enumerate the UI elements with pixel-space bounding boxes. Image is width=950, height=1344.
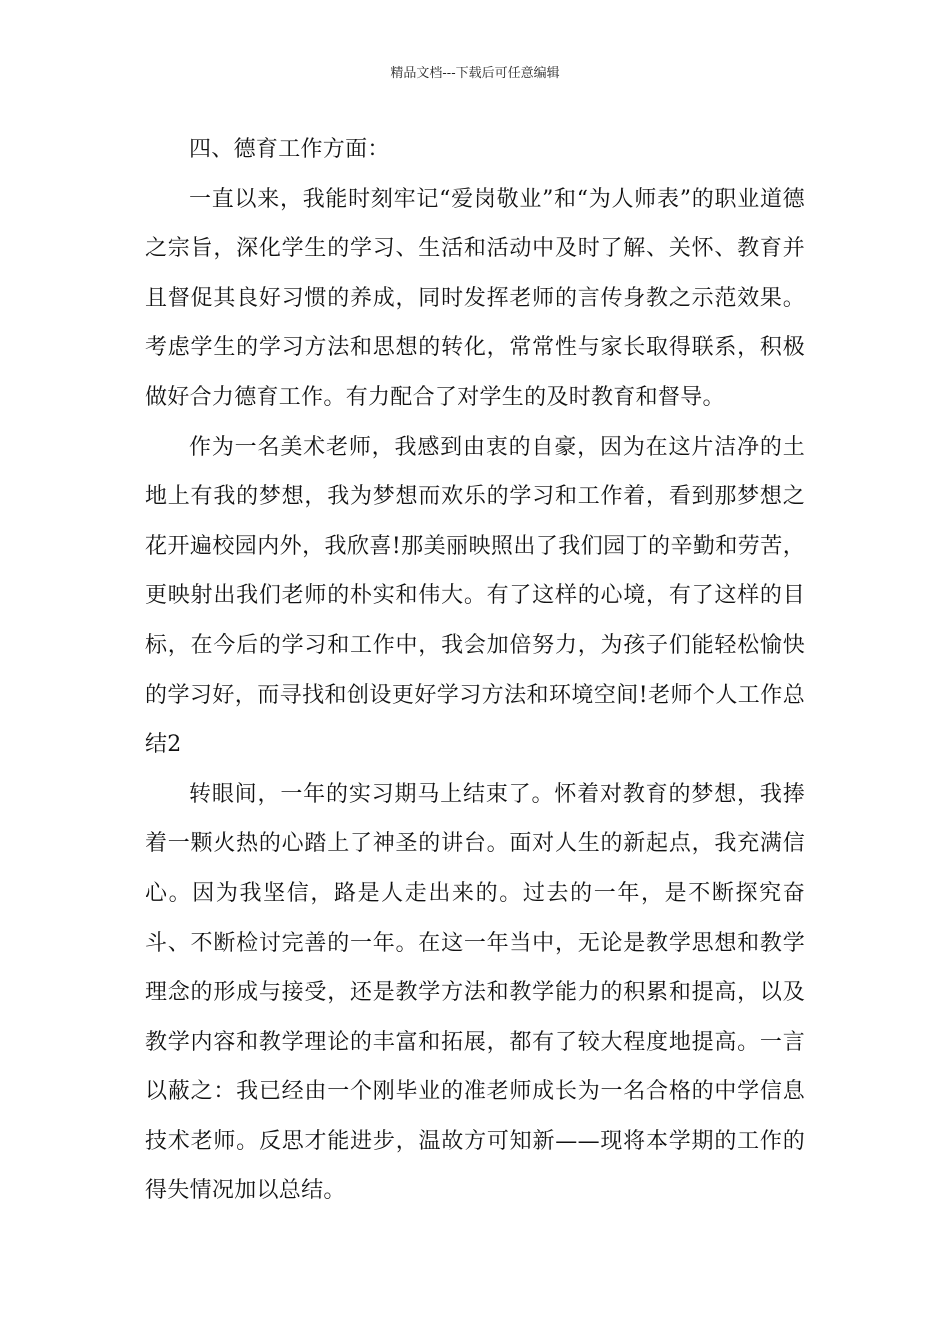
paragraph-art-teacher: 作为一名美术老师，我感到由衷的自豪，因为在这片洁净的土地上有我的梦想，我为梦想而欢乐的学习和工作着，看到那梦想之花开遍校园内外，我欣喜!那美丽映照出了我们园丁的辛勤和劳苦，更映射出我们老师的朴实和伟大。有了这样的心境，有了这样的目标，在今后的学习和工作中，我会加倍努力，为孩子们能轻松愉快的学习好，而寻找和创设更好学习方法和环境空间!老师个人工作总结2: [145, 434, 805, 758]
document-body: [145, 125, 805, 1216]
section-heading: 四、德育工作方面：: [189, 137, 390, 162]
paragraph-moral-education: 一直以来，我能时刻牢记“爱岗敬业”和“为人师表”的职业道德之宗旨，深化学生的学习、生活和活动中及时了解、关怀、教育并且督促其良好习惯的养成，同时发挥老师的言传身教之示范效果。考虑学生的学习方法和思想的转化，常常性与家长取得联系，积极做好合力德育工作。有力配合了对学生的及时教育和督导。: [145, 186, 805, 410]
paragraph-internship-summary: 转眼间，一年的实习期马上结束了。怀着对教育的梦想，我捧着一颗火热的心踏上了神圣的讲台。面对人生的新起点，我充满信心。因为我坚信，路是人走出来的。过去的一年，是不断探究奋斗、不断检讨完善的一年。在这一年当中，无论是教学思想和教学理念的形成与接受，还是教学方法和教学能力的积累和提高，以及教学内容和教学理论的丰富和拓展，都有了较大程度地提高。一言以蔽之：我已经由一个刚毕业的准老师成长为一名合格的中学信息技术老师。反思才能进步，温故方可知新——现将本学期的工作的得失情况加以总结。: [145, 781, 805, 1204]
page-header: 精品文档---下载后可任意编辑: [390, 66, 560, 81]
